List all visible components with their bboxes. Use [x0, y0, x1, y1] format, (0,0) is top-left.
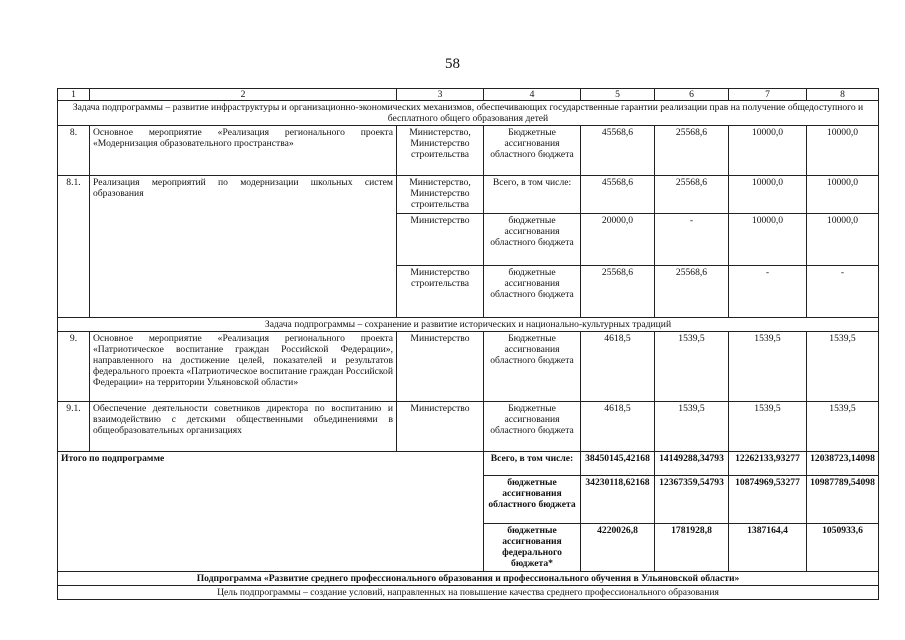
col-header-2: 2 [90, 89, 397, 101]
value-2026: 10000,0 [729, 214, 807, 266]
col-header-3: 3 [397, 89, 484, 101]
value-2024: 4220026,8 [581, 524, 655, 572]
funding-source: Бюджетные ассигнования областного бюджета [484, 402, 581, 452]
col-header-5: 5 [581, 89, 655, 101]
col-header-7: 7 [729, 89, 807, 101]
value-2025: 12367359,54793 [655, 476, 729, 524]
total-label: Итого по подпрограмме [58, 452, 484, 572]
value-2024: 4618,5 [581, 332, 655, 402]
funding-source: Бюджетные ассигнования областного бюджета [484, 332, 581, 402]
value-2027: 1539,5 [807, 332, 879, 402]
executor: Министерство [397, 402, 484, 452]
executor: Министерство, Министерство строительства [397, 126, 484, 176]
task-row-1 [58, 101, 879, 126]
value-2027: 12038723,14098 [807, 452, 879, 476]
task-row-2 [58, 318, 879, 332]
table-row-9 [58, 332, 879, 402]
value-2025: 25568,6 [655, 266, 729, 318]
col-header-6: 6 [655, 89, 729, 101]
row-number: 9.1. [58, 402, 90, 452]
executor: Министерство строительства [397, 266, 484, 318]
value-2026: 10000,0 [729, 126, 807, 176]
page-number: 58 [445, 56, 460, 72]
value-2025: 1539,5 [655, 402, 729, 452]
value-2026: 1387164,4 [729, 524, 807, 572]
value-2026: - [729, 266, 807, 318]
value-2026: 1539,5 [729, 332, 807, 402]
value-2026: 1539,5 [729, 402, 807, 452]
measure-name: Основное мероприятие «Реализация регионального проекта «Патриотическое воспитание граждан Российской Федерации», направленного на достижение целей, показателей и результатов федерального проекта «Патриотическое воспитание граждан Российской Федерации» на территории Ульяновской области» [90, 332, 397, 402]
subprogram-goal: Цель подпрограммы – создание условий, направленных на повышение качества среднего профессионального образования [58, 586, 879, 600]
budget-table [57, 88, 879, 600]
value-2024: 25568,6 [581, 266, 655, 318]
col-header-1: 1 [58, 89, 90, 101]
executor: Министерство [397, 332, 484, 402]
value-2027: 10000,0 [807, 176, 879, 214]
col-header-4: 4 [484, 89, 581, 101]
value-2025: 1781928,8 [655, 524, 729, 572]
task-text-1: Задача подпрограммы – развитие инфраструктуры и организационно-экономических механизмов, обеспечивающих государственные гарантии реализации прав на получение общедоступного и бесплатного общего образования детей [58, 101, 879, 126]
value-2027: 1050933,6 [807, 524, 879, 572]
measure-name: Обеспечение деятельности советников директора по воспитанию и взаимодействию с детскими общественными объединениями в общеобразовательных организациях [90, 402, 397, 452]
value-2025: 25568,6 [655, 176, 729, 214]
table-row-8 [58, 126, 879, 176]
value-2027: 1539,5 [807, 402, 879, 452]
row-number: 9. [58, 332, 90, 402]
value-2024: 20000,0 [581, 214, 655, 266]
subprogram-title: Подпрограмма «Развитие среднего профессионального образования и профессионального обучения в Ульяновской области» [58, 572, 879, 586]
funding-source: бюджетные ассигнования областного бюджета [484, 214, 581, 266]
measure-name: Реализация мероприятий по модернизации школьных систем образования [90, 176, 397, 318]
value-2024: 45568,6 [581, 176, 655, 214]
value-2025: 1539,5 [655, 332, 729, 402]
value-2024: 38450145,42168 [581, 452, 655, 476]
value-2026: 12262133,93277 [729, 452, 807, 476]
funding-source: Бюджетные ассигнования областного бюджета [484, 126, 581, 176]
total-row [58, 452, 879, 476]
value-2026: 10874969,53277 [729, 476, 807, 524]
table-row-9-1 [58, 402, 879, 452]
value-2025: - [655, 214, 729, 266]
value-2024: 45568,6 [581, 126, 655, 176]
executor: Министерство [397, 214, 484, 266]
funding-source: бюджетные ассигнования областного бюджета [484, 476, 581, 524]
value-2027: 10000,0 [807, 126, 879, 176]
subprogram-goal-row [58, 586, 879, 600]
value-2024: 34230118,62168 [581, 476, 655, 524]
value-2027: 10000,0 [807, 214, 879, 266]
table-row-8-1 [58, 176, 879, 214]
task-text-2: Задача подпрограммы – сохранение и развитие исторических и национально-культурных традиций [58, 318, 879, 332]
value-2027: 10987789,54098 [807, 476, 879, 524]
value-2027: - [807, 266, 879, 318]
funding-source: Всего, в том числе: [484, 452, 581, 476]
column-number-row [58, 89, 879, 101]
value-2025: 25568,6 [655, 126, 729, 176]
funding-source: бюджетные ассигнования федерального бюджета* [484, 524, 581, 572]
funding-source: бюджетные ассигнования областного бюджета [484, 266, 581, 318]
funding-source: Всего, в том числе: [484, 176, 581, 214]
value-2024: 4618,5 [581, 402, 655, 452]
executor: Министерство, Министерство строительства [397, 176, 484, 214]
value-2026: 10000,0 [729, 176, 807, 214]
col-header-8: 8 [807, 89, 879, 101]
measure-name: Основное мероприятие «Реализация регионального проекта «Модернизация образовательного пространства» [90, 126, 397, 176]
row-number: 8. [58, 126, 90, 176]
value-2025: 14149288,34793 [655, 452, 729, 476]
row-number: 8.1. [58, 176, 90, 318]
subprogram-title-row [58, 572, 879, 586]
